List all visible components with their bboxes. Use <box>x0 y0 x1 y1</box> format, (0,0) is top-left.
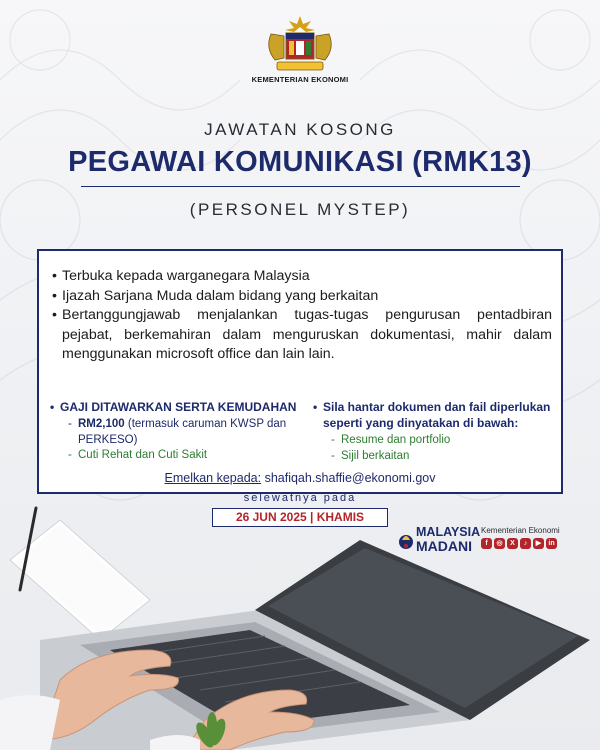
ministry-small-label: Kementerian Ekonomi <box>481 526 560 535</box>
documents-section <box>313 399 553 464</box>
email-label: Emelkan kepada: <box>164 471 262 485</box>
coat-of-arms-icon <box>259 14 341 76</box>
social-icons <box>481 538 557 549</box>
youtube-icon[interactable]: ▶ <box>533 538 544 549</box>
page-subtitle: (PERSONEL MYSTEP) <box>189 200 411 219</box>
details-card <box>37 249 563 494</box>
salary-note: (termasuk caruman KWSP dan PERKESO) <box>78 418 287 446</box>
salary-section <box>50 399 300 464</box>
requirement-item: • Bertanggungjawab menjalankan tugas-tugas pengurusan pentadbiran pejabat, berkemahiran dalam menguruskan dokumentasi, mahir dalam menggunakan microsoft office dan lain lain. <box>52 306 552 365</box>
document-item: - Resume dan portfolio <box>313 433 553 449</box>
requirement-item: • Ijazah Sarjana Muda dalam bidang yang berkaitan <box>52 287 552 307</box>
facebook-icon[interactable]: f <box>481 538 492 549</box>
email-line <box>39 471 561 485</box>
salary-amount: RM2,100 <box>78 418 125 430</box>
page-kicker: JAWATAN KOSONG <box>204 120 396 139</box>
title-divider <box>81 186 520 187</box>
leave-item: - Cuti Rehat dan Cuti Sakit <box>50 448 300 464</box>
email-address[interactable]: shafiqah.shaffie@ekonomi.gov <box>264 471 436 485</box>
requirement-item: • Terbuka kepada warganegara Malaysia <box>52 267 552 287</box>
documents-heading: • Sila hantar dokumen dan fail diperlukan seperti yang dinyatakan di bawah: <box>313 399 553 431</box>
ministry-name: KEMENTERIAN EKONOMI <box>251 75 349 84</box>
salary-heading: • GAJI DITAWARKAN SERTA KEMUDAHAN <box>50 399 300 415</box>
linkedin-icon[interactable]: in <box>546 538 557 549</box>
document-item: - Sijil berkaitan <box>313 449 553 465</box>
malaysia-madani-wordmark: MALAYSIA MADANI <box>416 525 481 554</box>
tiktok-icon[interactable]: ♪ <box>520 538 531 549</box>
salary-amount-item <box>50 417 300 448</box>
deadline-label: selewatnya pada <box>243 492 357 504</box>
requirements-list <box>52 267 552 365</box>
deadline-date: 26 JUN 2025 | KHAMIS <box>212 508 388 527</box>
page-title: PEGAWAI KOMUNIKASI (RMK13) <box>68 146 532 178</box>
instagram-icon[interactable]: ◎ <box>494 538 505 549</box>
x-icon[interactable]: X <box>507 538 518 549</box>
